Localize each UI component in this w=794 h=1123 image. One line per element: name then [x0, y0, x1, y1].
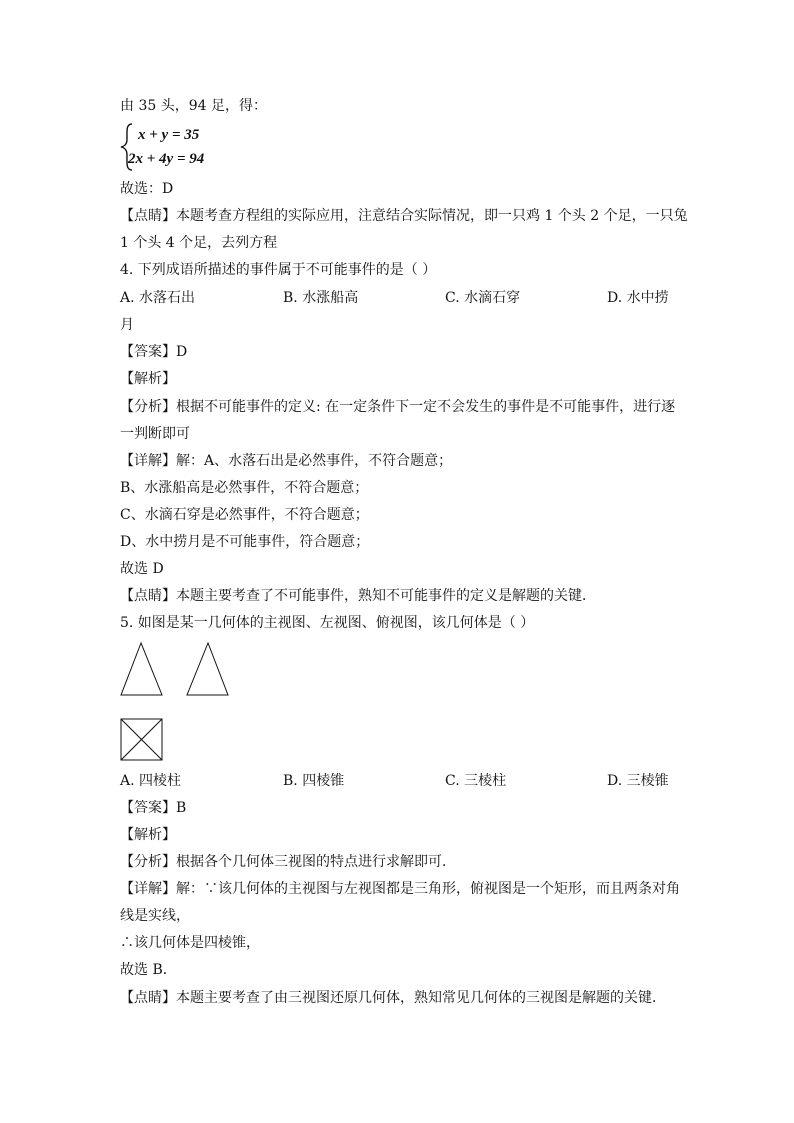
q5-analysis-title: 【解析】: [120, 827, 176, 843]
q4-option-c: C. 水滴石穿: [445, 290, 521, 306]
q5-question: 5. 如图是某一几何体的主视图、左视图、俯视图，该几何体是（ ）: [120, 615, 535, 631]
front-view-triangle: [119, 641, 165, 697]
q5-detail-line-1: 【详解】解：∵该几何体的主视图与左视图都是三角形，俯视图是一个矩形，而且两条对角: [120, 881, 680, 897]
q4-option-d: D. 水中捞: [607, 290, 669, 306]
top-view-square: [120, 718, 164, 762]
q4-answer: 【答案】D: [120, 344, 188, 360]
q5-option-d: D. 三棱锥: [607, 773, 669, 789]
side-view-triangle: [184, 641, 230, 697]
q4-detail-line-4: D、水中捞月是不可能事件，符合题意；: [120, 534, 370, 550]
q5-conclusion: 故选 B．: [120, 962, 177, 978]
equation-1: x + y = 35: [138, 127, 200, 143]
q4-question: 4. 下列成语所描述的事件属于不可能事件的是（ ）: [120, 262, 437, 278]
q4-analysis-title: 【解析】: [120, 371, 176, 387]
q4-option-b: B. 水涨船高: [283, 290, 359, 306]
q3-comment-line-1: 【点睛】本题考查方程组的实际应用，注意结合实际情况，即一只鸡 1 个头 2 个足，一只兔: [120, 208, 688, 224]
q4-comment: 【点睛】本题主要考查了不可能事件，熟知不可能事件的定义是解题的关键．: [120, 588, 596, 604]
q4-analysis-line-2: 一判断即可: [120, 426, 190, 442]
q5-comment: 【点睛】本题主要考查了由三视图还原几何体，熟知常见几何体的三视图是解题的关键．: [120, 990, 666, 1006]
q4-analysis-line-1: 【分析】根据不可能事件的定义: 在一定条件下一定不会发生的事件是不可能事件，进行逐: [120, 399, 676, 415]
equation-2: 2x + 4y = 94: [128, 151, 205, 167]
q5-answer: 【答案】B: [120, 800, 187, 816]
q5-analysis: 【分析】根据各个几何体三视图的特点进行求解即可．: [120, 854, 456, 870]
q5-option-b: B. 四棱锥: [283, 773, 345, 789]
q4-conclusion: 故选 D: [120, 561, 164, 577]
q4-option-a: A. 水落石出: [120, 290, 196, 306]
q4-detail-line-3: C、水滴石穿是必然事件，不符合题意；: [120, 507, 369, 523]
q5-detail-line-2: 线是实线，: [120, 908, 190, 924]
q4-option-d-wrap: 月: [120, 317, 134, 333]
q4-detail-line-1: 【详解】解：A、水落石出是必然事件，不符合题意；: [120, 453, 453, 469]
q5-detail-line-3: ∴该几何体是四棱锥，: [120, 935, 260, 951]
q5-option-a: A. 四棱柱: [120, 773, 182, 789]
q3-given-text: 由 35 头，94 足，得：: [120, 98, 267, 114]
q5-option-c: C. 三棱柱: [445, 773, 507, 789]
q3-comment-line-2: 1 个头 4 个足，去列方程: [120, 235, 278, 251]
q3-conclusion: 故选：D: [120, 181, 174, 197]
q4-detail-line-2: B、水涨船高是必然事件，不符合题意；: [120, 480, 369, 496]
